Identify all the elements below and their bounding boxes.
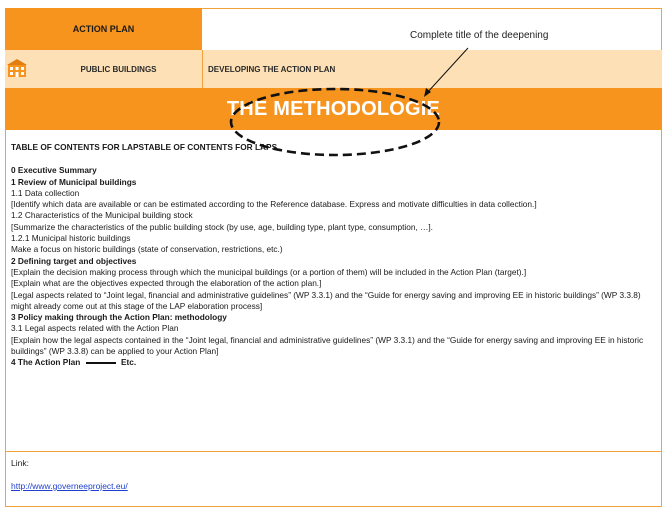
toc-line: Make a focus on historic buildings (state of conservation, restrictions, etc.)	[11, 244, 283, 255]
developing-cell: DEVELOPING THE ACTION PLAN	[208, 64, 336, 74]
toc-line: 3.1 Legal aspects related with the Action Plan	[11, 323, 179, 334]
toc-line-text: 4 The Action Plan	[11, 357, 81, 368]
banner-title: THE METHODOLOGIE	[226, 97, 441, 120]
project-link[interactable]: http://www.governeeproject.eu/	[11, 481, 128, 491]
toc-line: 1.1 Data collection	[11, 187, 80, 198]
toc-line-etc: Etc.	[120, 357, 137, 368]
toc-line: 1.2 Characteristics of the Municipal building stock	[11, 210, 193, 221]
dashed-ellipse-highlight-icon	[231, 89, 439, 155]
toc-line: [Explain what are the objectives expected through the elaboration of the action plan.]	[11, 278, 322, 289]
callout-arrow-icon	[426, 48, 468, 94]
toc-line: [Legal aspects related to “Joint legal, financial and administrative guidelines” (WP 3.3.1) and the “Guide for energy saving and improving EE in historic buildings” (WP 3.3.8) might already come out at this stage of the LAP elaboration process]	[11, 289, 641, 311]
callout-text: Complete title of the deepening	[410, 30, 549, 41]
toc-line: 1.2.1 Municipal historic buildings	[11, 233, 131, 244]
toc-line: 1 Review of Municipal buildings	[11, 176, 137, 187]
toc-line: [Explain how the legal aspects contained in the “Joint legal, financial and administrative guidelines” (WP 3.3.1) and the “Guide for energy saving and improving EE in historic buildings” (WP 3.3.8) can be applied to your Action Plan]	[11, 334, 644, 357]
toc-line: 2 Defining target and objectives	[11, 255, 137, 266]
toc-line: 3 Policy making through the Action Plan: methodology	[11, 312, 227, 323]
toc-title: TABLE OF CONTENTS FOR LAPSTABLE OF CONTENTS FOR LAPS	[11, 142, 278, 152]
link-label: Link:	[11, 458, 29, 468]
public-buildings-cell: PUBLIC BUILDINGS	[80, 64, 157, 74]
toc-line: [Identify which data are available or can be estimated according to the Reference database. Express and motivate difficulties in data collection.]	[11, 199, 537, 210]
toc-line: 0 Executive Summary	[11, 165, 97, 176]
action-plan-cell: ACTION PLAN	[5, 8, 202, 50]
toc-line: [Explain the decision making process through which the municipal buildings (or a portion of them) will be included in the Action Plan (target).]	[11, 266, 527, 277]
toc-line: [Summarize the characteristics of the public building stock (by use, age, building type, plant type, consumption, …].	[11, 221, 433, 232]
